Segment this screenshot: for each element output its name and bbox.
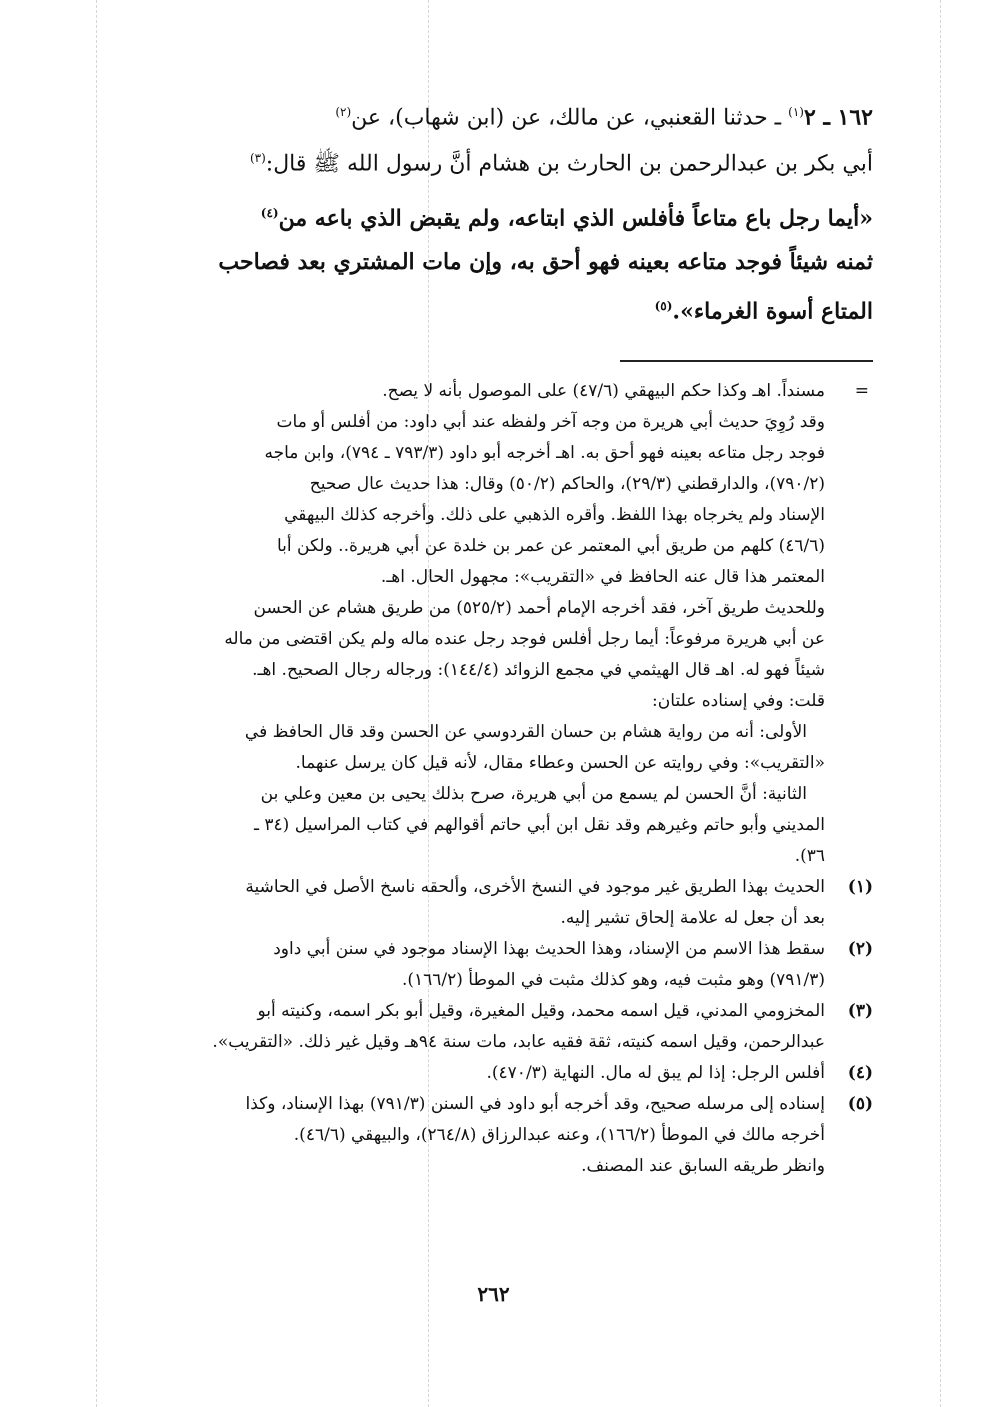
note-line: (٧٩٠/٢)، والدارقطني (٢٩/٣)، والحاكم (٥٠/٢) وقال: هذا حديث عال صحيح: [309, 474, 825, 494]
first-reason-line: الأولى: أنه من رواية هشام بن حسان القردوسي عن الحسن وقد قال الحافظ في: [244, 722, 807, 742]
note-line: فوجد رجل متاعه بعينه فهو أحق به. اهـ أخرجه أبو داود (٧٩٣/٣ ـ ٧٩٤)، وابن ماجه: [264, 443, 825, 463]
footnote-3: [118, 996, 873, 1058]
footnote-ref-4[interactable]: (٤): [260, 205, 279, 220]
note-line: عن أبي هريرة مرفوعاً: أيما رجل أفلس فوجد رجل عنده ماله ولم يكن اقتضى من ماله: [224, 629, 825, 649]
footnote-line: أخرجه مالك في الموطأ (١٦٦/٢)، وعنه عبدالرزاق (٢٦٤/٨)، والبيهقي (٤٦/٦).: [293, 1125, 825, 1145]
footnote-5: [118, 1089, 873, 1182]
footnote-line: المخزومي المدني، قيل اسمه محمد، وقيل المغيرة، وقيل أبو بكر اسمه، وكنيته أبو: [257, 1001, 825, 1021]
continued-note: [118, 376, 873, 872]
footnote-2: [118, 934, 873, 996]
isnad-line-2: أبي بكر بن عبدالرحمن بن الحارث بن هشام أنَّ رسول الله ﷺ قال:: [265, 151, 873, 177]
matn-line-2: ثمنه شيئاً فوجد متاعه بعينه فهو أحق به، وإن مات المشتري بعد فصاحب: [218, 248, 873, 275]
continued-marker: =: [854, 381, 869, 401]
second-reason-line: المديني وأبو حاتم وغيرهم وقد نقل ابن أبي حاتم أقوالهم في كتاب المراسيل (٣٤ ـ: [254, 815, 825, 835]
scan-guide: [940, 0, 941, 1407]
footnote-line: أفلس الرجل: إذا لم يبق له مال. النهاية (٤٧٠/٣).: [486, 1063, 825, 1083]
isnad: [118, 92, 873, 185]
footnote-number: (٢): [847, 939, 873, 959]
footnote-line: الحديث بهذا الطريق غير موجود في النسخ الأخرى، وألحقه ناسخ الأصل في الحاشية: [245, 877, 825, 897]
isnad-line-1: ـ حدثنا القعنبي، عن مالك، عن (ابن شهاب)، عن: [351, 105, 782, 131]
note-line: وقد رُوِيَ حديث أبي هريرة من وجه آخر ولفظه عند أبي داود: من أفلس أو مات: [276, 412, 825, 432]
page-number: ٢٦٢: [477, 1282, 510, 1306]
hadith-number: ١٦٢ ـ ٢: [803, 104, 873, 131]
footnote-1: [118, 872, 873, 934]
footnote-line: بعد أن جعل له علامة إلحاق تشير إليه.: [560, 908, 825, 928]
matn-line-3: المتاع أسوة الغرماء».: [672, 298, 873, 325]
note-line: المعتمر هذا قال عنه الحافظ في «التقريب»: مجهول الحال. اهـ.: [380, 567, 825, 587]
note-line: (٤٦/٦) كلهم من طريق أبي المعتمر عن عمر بن خلدة عن أبي هريرة.. ولكن أبا: [277, 536, 825, 556]
footnote-line: إسناده إلى مرسله صحيح، وقد أخرجه أبو داود في السنن (٧٩١/٣) بهذا الإسناد، وكذا: [245, 1094, 825, 1114]
footnote-separator: [620, 360, 873, 362]
footnote-line: عبدالرحمن، وقيل اسمه كنيته، ثقة فقيه عابد، مات سنة ٩٤هـ وقيل غير ذلك. «التقريب».: [212, 1032, 825, 1052]
footnote-line: وانظر طريقه السابق عند المصنف.: [581, 1156, 825, 1176]
note-line: شيئاً فهو له. اهـ قال الهيثمي في مجمع الزوائد (١٤٤/٤): ورجاله رجال الصحيح. اهـ.: [252, 660, 825, 680]
note-line: مسنداً. اهـ وكذا حكم البيهقي (٤٧/٦) على الموصول بأنه لا يصح.: [382, 381, 825, 401]
main-text: [118, 92, 873, 333]
first-reason-line: «التقريب»: وفي روايته عن الحسن وعطاء مقال، لأنه قيل كان يرسل عنهما.: [295, 753, 825, 773]
matn-line-1: «أيما رجل باع متاعاً فأفلس الذي ابتاعه، ولم يقبض الذي باعه من: [278, 204, 873, 231]
second-reason-line: الثانية: أنَّ الحسن لم يسمع من أبي هريرة، صرح بذلك يحيى بن معين وعلي بن: [260, 784, 807, 804]
footnote-number: (٣): [847, 1001, 873, 1021]
footnote-ref-3[interactable]: (٣): [249, 151, 266, 166]
footnote-4: [118, 1058, 873, 1089]
footnote-ref-5[interactable]: (٥): [654, 298, 673, 313]
footnote-ref-2[interactable]: (٢): [335, 105, 352, 119]
footnote-number: (٤): [847, 1063, 873, 1083]
footnote-line: (٧٩١/٣) وهو مثبت فيه، وهو كذلك مثبت في الموطأ (١٦٦/٢).: [401, 970, 825, 990]
matn: [118, 191, 873, 334]
footnotes-area: [118, 376, 873, 1182]
scan-guide: [96, 0, 97, 1407]
footnote-ref-1[interactable]: (١): [788, 105, 804, 119]
note-line: قلت: وفي إسناده علتان:: [652, 691, 825, 711]
second-reason-line: ٣٦).: [794, 846, 825, 866]
footnote-line: سقط هذا الاسم من الإسناد، وهذا الحديث بهذا الإسناد موجود في سنن أبي داود: [273, 939, 825, 959]
note-line: الإسناد ولم يخرجاه بهذا اللفظ. وأقره الذهبي على ذلك. وأخرجه كذلك البيهقي: [284, 505, 825, 525]
footnote-number: (١): [847, 877, 873, 897]
note-line: وللحديث طريق آخر، فقد أخرجه الإمام أحمد (٥٢٥/٢) من طريق هشام عن الحسن: [253, 598, 825, 618]
footnote-number: (٥): [847, 1094, 873, 1114]
